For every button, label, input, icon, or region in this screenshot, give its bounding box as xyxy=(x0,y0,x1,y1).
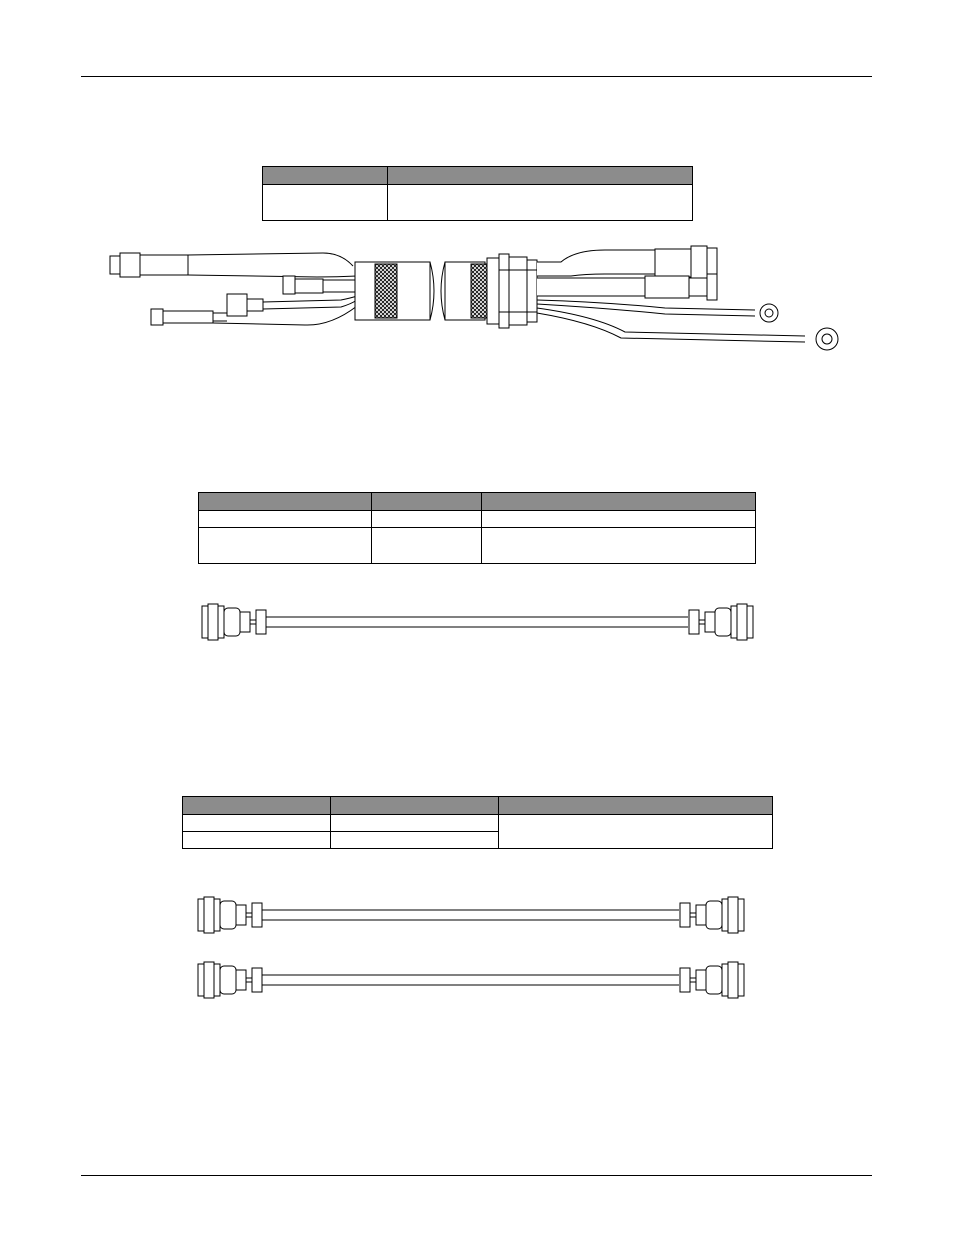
table-header-cell xyxy=(331,797,499,815)
header-rule xyxy=(81,76,872,77)
table-header-cell xyxy=(372,493,482,511)
table-header-row xyxy=(263,167,693,185)
connector-left xyxy=(198,897,262,933)
table-row xyxy=(199,528,756,564)
connector-right xyxy=(689,604,753,640)
table-cell xyxy=(183,832,331,849)
connector-left xyxy=(198,962,262,998)
table-header-cell xyxy=(499,797,773,815)
table-cell xyxy=(388,185,693,221)
table-cell xyxy=(183,815,331,832)
table-header-row xyxy=(183,797,773,815)
cable-assembly-drawing xyxy=(200,600,755,644)
table-cell xyxy=(482,511,756,528)
table-cell xyxy=(263,185,388,221)
table-cell xyxy=(372,511,482,528)
parts-table-2 xyxy=(198,492,756,564)
table-row xyxy=(199,511,756,528)
table-cell xyxy=(499,815,773,849)
table-cell xyxy=(331,832,499,849)
connector-right xyxy=(680,897,744,933)
parts-table-3 xyxy=(182,796,773,849)
table-cell xyxy=(199,528,372,564)
lead-assembly-drawing xyxy=(105,240,845,350)
table-cell xyxy=(372,528,482,564)
table-header-cell xyxy=(199,493,372,511)
parts-table-1 xyxy=(262,166,693,221)
table-header-row xyxy=(199,493,756,511)
table-header-cell xyxy=(183,797,331,815)
table-header-cell xyxy=(263,167,388,185)
connector-right xyxy=(680,962,744,998)
cable-assembly-drawing xyxy=(196,958,746,1002)
table-header-cell xyxy=(482,493,756,511)
table-row xyxy=(183,815,773,832)
table-row xyxy=(263,185,693,221)
footer-rule xyxy=(81,1175,872,1176)
table-header-cell xyxy=(388,167,693,185)
table-cell xyxy=(199,511,372,528)
table-cell xyxy=(331,815,499,832)
connector-left xyxy=(202,604,266,640)
table-cell xyxy=(482,528,756,564)
cable-assembly-drawing xyxy=(196,893,746,937)
